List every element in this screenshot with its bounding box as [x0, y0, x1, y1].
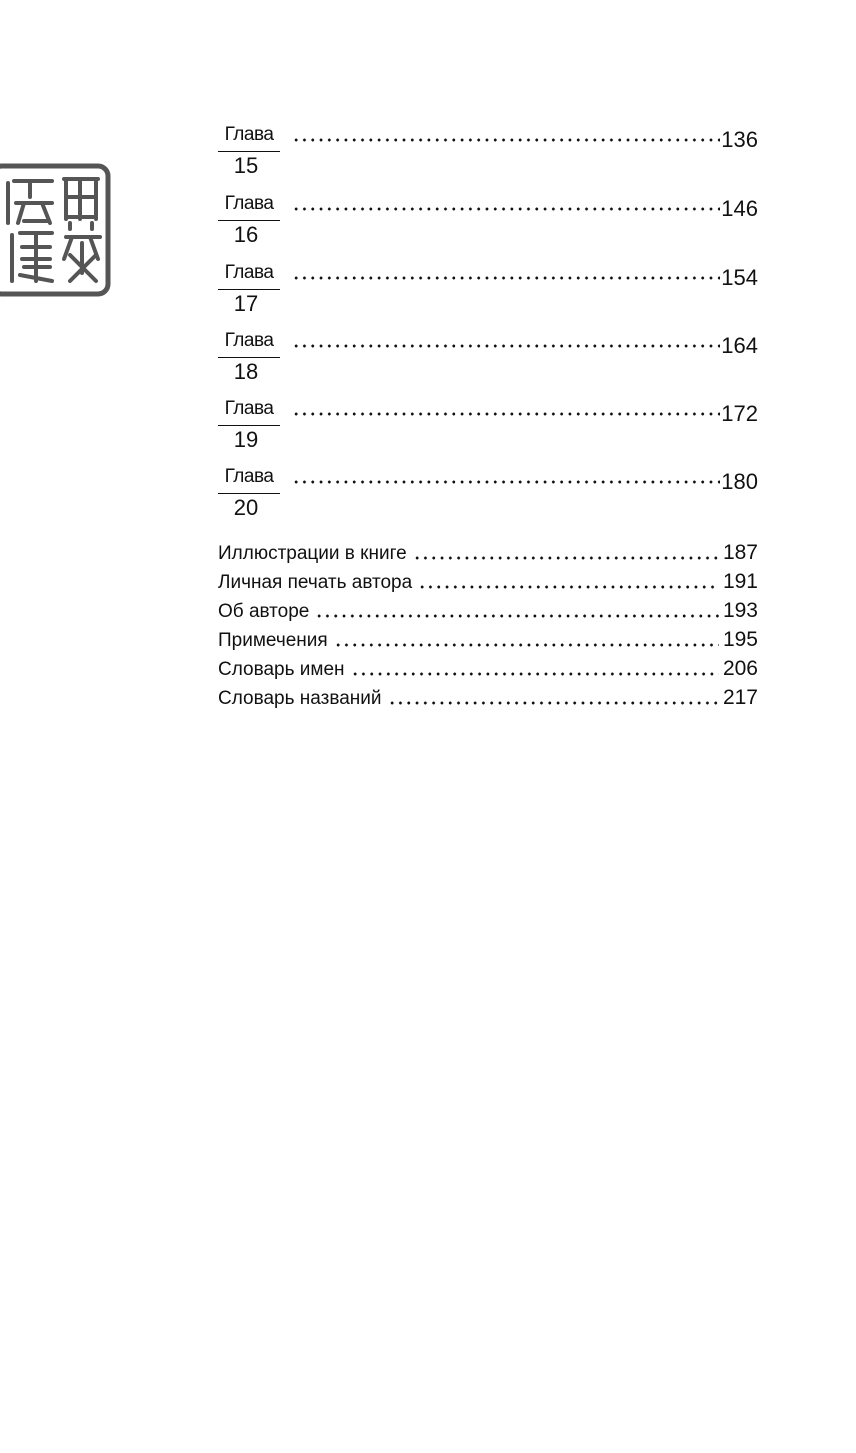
dot-leader	[388, 700, 719, 706]
dot-leader	[292, 275, 720, 281]
page-number: 146	[721, 196, 758, 221]
dot-leader	[292, 137, 720, 143]
page-number: 191	[722, 570, 758, 593]
chapter-number: 17	[233, 291, 259, 316]
dot-leader	[292, 206, 720, 212]
author-seal-icon	[0, 163, 112, 297]
page-number: 172	[721, 401, 758, 426]
page-number: 217	[722, 686, 758, 709]
dot-leader	[292, 411, 720, 417]
page-number: 187	[722, 541, 758, 564]
chapter-divider	[218, 289, 280, 290]
toc-entry-illustrations[interactable]	[218, 540, 758, 566]
entry-title: Словарь имен	[218, 659, 345, 680]
entry-title: Примечения	[218, 630, 328, 651]
entry-title: Иллюстрации в книге	[218, 543, 407, 564]
page-number: 154	[721, 265, 758, 290]
chapter-label: Глава	[224, 193, 274, 214]
dot-leader	[418, 584, 719, 590]
toc-entry-names-glossary[interactable]	[218, 656, 758, 682]
page-number: 180	[721, 469, 758, 494]
toc-entry-titles-glossary[interactable]	[218, 685, 758, 711]
dot-leader	[413, 555, 719, 561]
chapter-label: Глава	[224, 262, 274, 283]
entry-title: Об авторе	[218, 601, 310, 622]
dot-leader	[334, 642, 719, 648]
chapter-label: Глава	[224, 398, 274, 419]
chapter-label: Глава	[224, 124, 274, 145]
chapter-label: Глава	[224, 466, 274, 487]
chapter-number: 20	[233, 495, 259, 520]
toc-chapter-18[interactable]	[218, 330, 758, 392]
page-number: 206	[722, 657, 758, 680]
dot-leader	[351, 671, 719, 677]
toc-chapter-15[interactable]	[218, 124, 758, 186]
chapter-divider	[218, 151, 280, 152]
page-number: 136	[721, 127, 758, 152]
toc-chapter-16[interactable]	[218, 193, 758, 255]
chapter-divider	[218, 357, 280, 358]
chapter-number: 19	[233, 427, 259, 452]
toc-chapter-17[interactable]	[218, 262, 758, 324]
chapter-number: 16	[233, 222, 259, 247]
chapter-number: 15	[233, 153, 259, 178]
entry-title: Личная печать автора	[218, 572, 413, 593]
chapter-divider	[218, 425, 280, 426]
toc-entry-author-seal[interactable]	[218, 569, 758, 595]
page-number: 193	[722, 599, 758, 622]
toc-entry-notes[interactable]	[218, 627, 758, 653]
toc-entry-about-author[interactable]	[218, 598, 758, 624]
toc-chapter-19[interactable]	[218, 398, 758, 460]
chapter-divider	[218, 493, 280, 494]
toc-chapter-20[interactable]	[218, 466, 758, 528]
dot-leader	[292, 343, 720, 349]
chapter-label: Глава	[224, 330, 274, 351]
page-number: 195	[722, 628, 758, 651]
entry-title: Словарь названий	[218, 688, 382, 709]
dot-leader	[292, 479, 720, 485]
dot-leader	[315, 613, 719, 619]
page-number: 164	[721, 333, 758, 358]
chapter-number: 18	[233, 359, 259, 384]
chapter-divider	[218, 220, 280, 221]
